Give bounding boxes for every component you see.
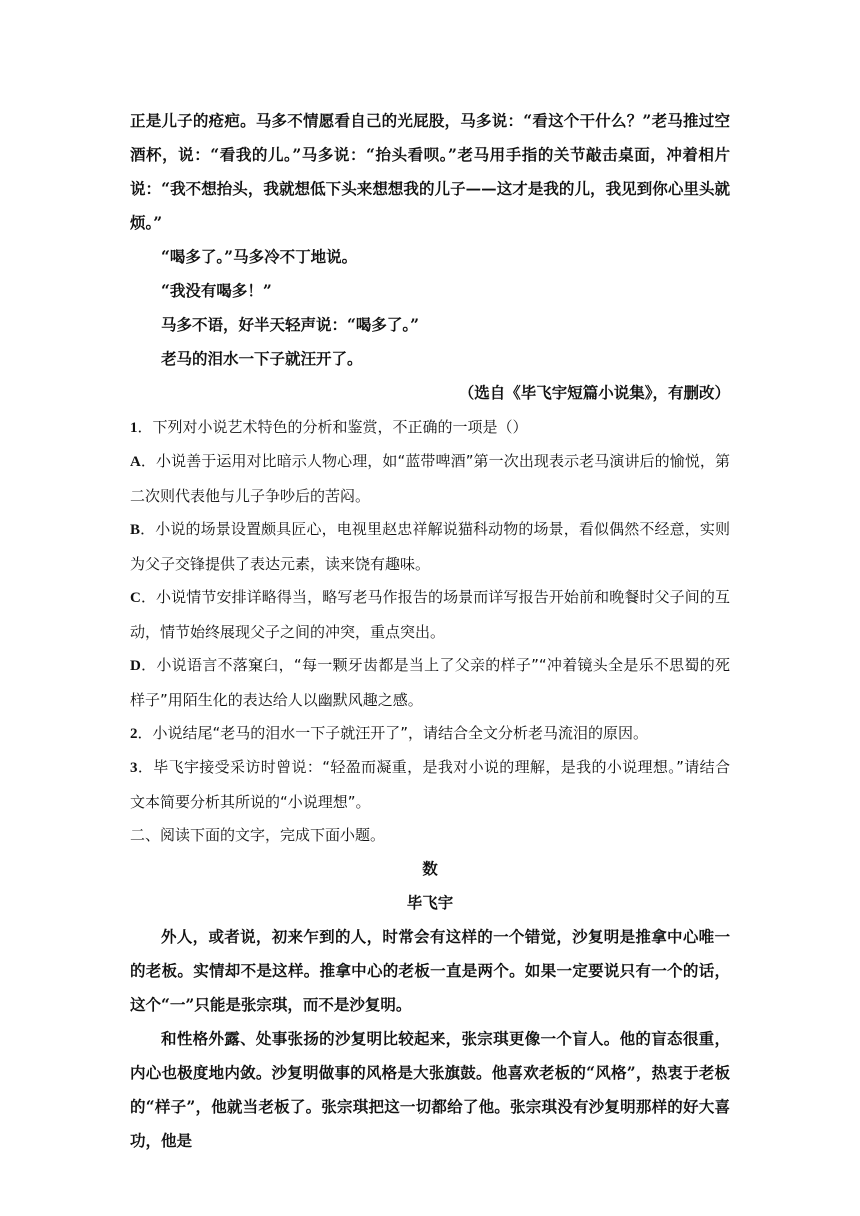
option-label: D bbox=[130, 658, 141, 674]
option-d bbox=[130, 648, 730, 717]
story-title: 数 bbox=[422, 859, 438, 878]
story-paragraph: 和性格外露、处事张扬的沙复明比较起来，张宗琪更像一个盲人。他的盲态很重，内心也极度地内敛。沙复明做事的风格是大张旗鼓。他喜欢老板的“风格”，热衷于老板的“样子”，他就当老板了。张宗琪把这一切都给了他。张宗琪没有沙复明那样的好大喜功，他是 bbox=[130, 1029, 730, 1150]
dialogue-line: 老马的泪水一下子就汪开了。 bbox=[161, 349, 363, 368]
option-text: ．小说语言不落窠臼，“每一颗牙齿都是当上了父亲的样子”“冲着镜头全是乐不思蜀的死样子”用陌生化的表达给人以幽默风趣之感。 bbox=[130, 656, 730, 709]
question-number: 2 bbox=[130, 726, 138, 742]
option-text: ．小说善于运用对比暗示人物心理，如“蓝带啤酒”第一次出现表示老马演讲后的愉悦，第二次则代表他与儿子争吵后的苦闷。 bbox=[130, 452, 730, 505]
question-3 bbox=[130, 750, 730, 819]
question-text: ．毕飞宇接受采访时曾说：“轻盈而凝重，是我对小说的理解，是我的小说理想。”请结合文本简要分析其所说的“小说理想”。 bbox=[130, 758, 730, 811]
question-text: ．下列对小说艺术特色的分析和鉴赏，不正确的一项是（） bbox=[137, 418, 528, 436]
section-heading: 二、阅读下面的文字，完成下面小题。 bbox=[130, 826, 386, 844]
option-text: ．小说情节安排详略得当，略写老马作报告的场景而详写报告开始前和晚餐时父子间的互动，情节始终展现父子之间的冲突，重点突出。 bbox=[130, 588, 730, 641]
question-1 bbox=[130, 410, 730, 445]
option-label: A bbox=[130, 454, 141, 470]
option-label: C bbox=[130, 590, 141, 606]
question-text: ．小说结尾“老马的泪水一下子就汪开了”，请结合全文分析老马流泪的原因。 bbox=[137, 724, 649, 742]
dialogue-line: 马多不语，好半天轻声说：“喝多了。” bbox=[161, 315, 420, 334]
story-author: 毕飞宇 bbox=[406, 893, 454, 912]
option-b bbox=[130, 512, 730, 581]
question-number: 1 bbox=[130, 420, 138, 436]
story-paragraph: 外人，或者说，初来乍到的人，时常会有这样的一个错觉，沙复明是推拿中心唯一的老板。实情却不是这样。推拿中心的老板一直是两个。如果一定要说只有一个的话，这个“一”只能是张宗琪，而不是沙复明。 bbox=[130, 927, 730, 1014]
option-a bbox=[130, 444, 730, 513]
question-number: 3 bbox=[130, 760, 138, 776]
dialogue-line: “我没有喝多！” bbox=[161, 281, 272, 300]
option-label: B bbox=[130, 522, 141, 538]
question-2 bbox=[130, 716, 730, 751]
dialogue-line: “喝多了。”马多冷不丁地说。 bbox=[161, 247, 358, 266]
source-note: （选自《毕飞宇短篇小说集》，有删改） bbox=[458, 383, 730, 402]
option-text: ．小说的场景设置颇具匠心，电视里赵忠祥解说猫科动物的场景，看似偶然不经意，实则为父子交锋提供了表达元素，读来饶有趣味。 bbox=[130, 520, 730, 573]
passage-paragraph: 正是儿子的疮疤。马多不情愿看自己的光屁股，马多说：“看这个干什么？”老马推过空酒杯，说：“看我的儿。”马多说：“抬头看呗。”老马用手指的关节敲击桌面，冲着相片说：“我不想抬头，我就想低下头来想想我的儿子——这才是我的儿，我见到你心里头就烦。” bbox=[130, 111, 730, 232]
option-c bbox=[130, 580, 730, 649]
